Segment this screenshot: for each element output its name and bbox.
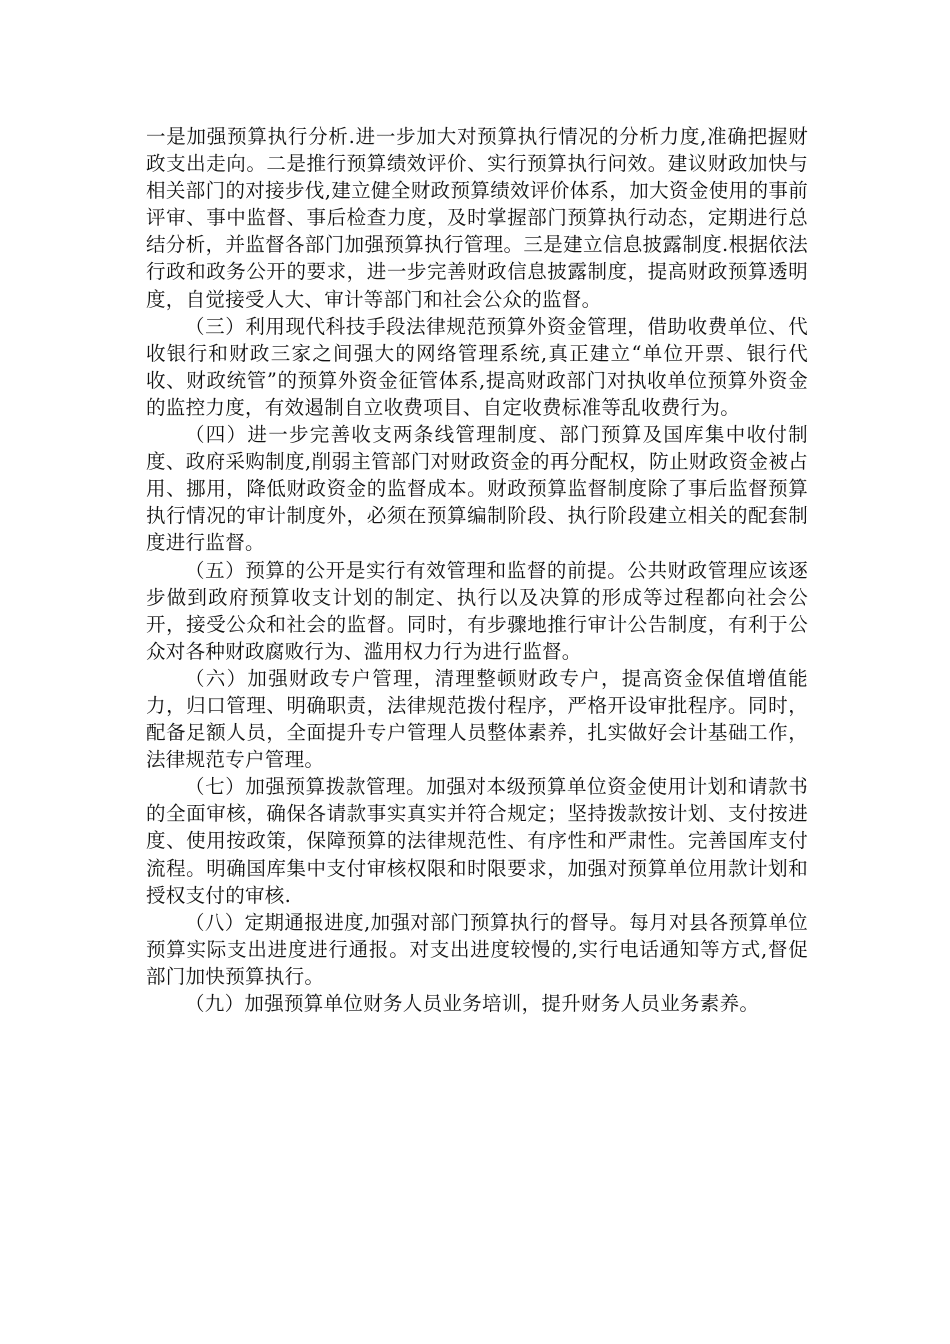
- paragraph-item-6: （六）加强财政专户管理，清理整顿财政专户，提高资金保值增值能力，归口管理、明确职责，法律规范拨付程序，严格开设审批程序。同时，配备足额人员，全面提升专户管理人员整体素养，扎实做好会计基础工作，法律规范专户管理。: [146, 666, 808, 772]
- paragraph-item-3: （三）利用现代科技手段法律规范预算外资金管理，借助收费单位、代收银行和财政三家之间强大的网络管理系统,真正建立“单位开票、银行代收、财政统管”的预算外资金征管体系,提高财政部门对执收单位预算外资金的监控力度，有效遏制自立收费项目、自定收费标准等乱收费行为。: [146, 314, 808, 419]
- document-body: [146, 123, 808, 1017]
- paragraph-item-9: （九）加强预算单位财务人员业务培训，提升财务人员业务素养。: [185, 992, 760, 1015]
- paragraph-item-8: （八）定期通报进度,加强对部门预算执行的督导。每月对县各预算单位预算实际支出进度进行通报。对支出进度较慢的,实行电话通知等方式,督促部门加快预算执行。: [146, 910, 808, 988]
- paragraph-item-7: （七）加强预算拨款管理。加强对本级预算单位资金使用计划和请款书的全面审核，确保各请款事实真实并符合规定；坚持拨款按计划、支付按进度、使用按政策，保障预算的法律规范性、有序性和严肃性。完善国库支付流程。明确国库集中支付审核权限和时限要求，加强对预算单位用款计划和授权支付的审核.: [146, 775, 808, 907]
- paragraph-item-5: （五）预算的公开是实行有效管理和监督的前提。公共财政管理应该逐步做到政府预算收支计划的制定、执行以及决算的形成等过程都向社会公开，接受公众和社会的监督。同时，有步骤地推行审计公告制度，有利于公众对各种财政腐败行为、滥用权力行为进行监督。: [146, 558, 808, 663]
- paragraph-continuation: 一是加强预算执行分析.进一步加大对预算执行情况的分析力度,准确把握财政支出走向。二是推行预算绩效评价、实行预算执行问效。建议财政加快与相关部门的对接步伐,建立健全财政预算绩效评价体系，加大资金使用的事前评审、事中监督、事后检查力度，及时掌握部门预算执行动态，定期进行总结分析，并监督各部门加强预算执行管理。三是建立信息披露制度.根据依法行政和政务公开的要求，进一步完善财政信息披露制度，提高财政预算透明度，自觉接受人大、审计等部门和社会公众的监督。: [146, 125, 808, 311]
- paragraph-item-4: （四）进一步完善收支两条线管理制度、部门预算及国库集中收付制度、政府采购制度,削弱主管部门对财政资金的再分配权，防止财政资金被占用、挪用，降低财政资金的监督成本。财政预算监督制度除了事后监督预算执行情况的审计制度外，必须在预算编制阶段、执行阶段建立相关的配套制度进行监督。: [146, 423, 808, 555]
